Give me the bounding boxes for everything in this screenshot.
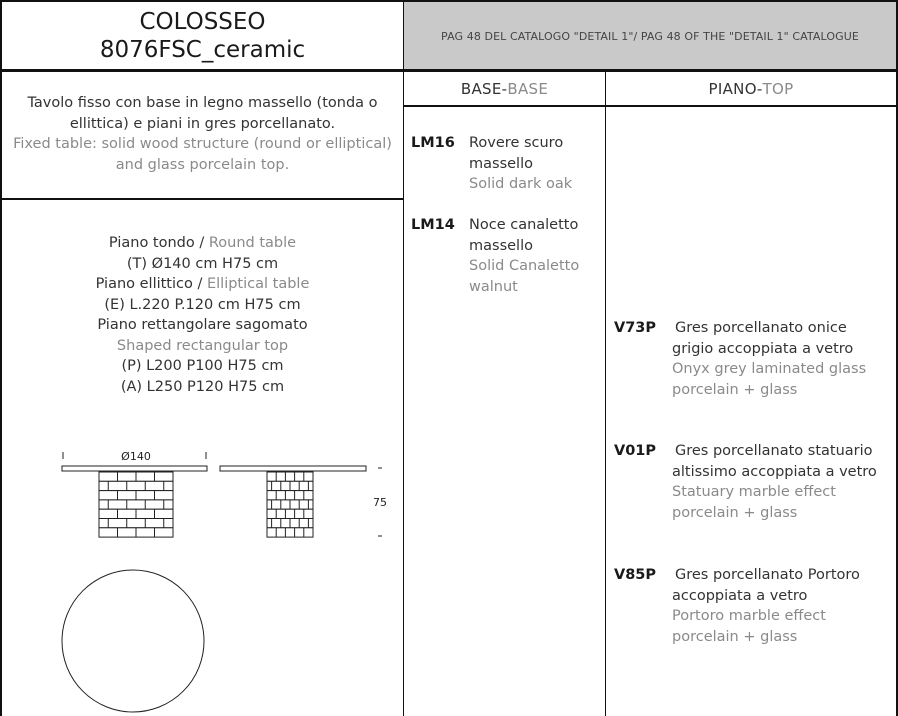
top-option-en-line: porcelain + glass <box>672 628 798 645</box>
top-header-en: TOP <box>762 80 794 98</box>
front-view-base <box>99 472 173 537</box>
top-option-code: V01P <box>614 443 657 459</box>
side-view-base <box>267 472 313 537</box>
top-option-it-line: Gres porcellanato statuario <box>675 443 873 459</box>
rect-size-a: (A) L250 P120 H75 cm <box>120 378 285 395</box>
rect-table-label-en: Shaped rectangular top <box>116 337 289 354</box>
grid-line <box>0 0 898 2</box>
grid-line <box>403 0 404 716</box>
base-option-it-line: Noce canaletto <box>469 217 579 233</box>
front-view-drawing <box>62 450 207 537</box>
top-option-it-line: accoppiata a vetro <box>672 587 808 604</box>
top-option-v73p <box>614 318 894 408</box>
top-column-header: PIANO - TOP <box>708 80 794 98</box>
base-column-header: BASE - BASE <box>460 80 549 98</box>
base-option-lm14 <box>411 215 601 305</box>
description-it-line-2: ellittica) e piani in gres porcellanato. <box>69 115 336 132</box>
description-en-line-2: and glass porcelain top. <box>115 156 290 173</box>
top-option-v85p <box>614 565 894 655</box>
top-option-it-line: grigio accoppiata a vetro <box>672 340 854 357</box>
rect-table-label-it: Piano rettangolare sagomato <box>97 317 308 333</box>
base-header-it: BASE <box>460 80 502 98</box>
top-option-code: V85P <box>614 567 657 583</box>
product-name: COLOSSEO <box>139 9 266 35</box>
grid-line <box>0 198 404 200</box>
base-option-code: LM16 <box>411 135 455 151</box>
grid-line <box>605 70 606 716</box>
plan-view-round-top <box>62 570 204 712</box>
top-option-code: V73P <box>614 320 657 336</box>
grid-line <box>404 105 898 107</box>
base-option-en-line: Solid Canaletto <box>469 258 580 274</box>
top-option-en-line: Onyx grey laminated glass <box>672 361 867 377</box>
diameter-label: Ø140 <box>121 450 151 463</box>
base-option-it-line: massello <box>469 237 533 254</box>
table-technical-drawing <box>40 440 400 715</box>
top-option-it-line: Gres porcellanato Portoro <box>675 567 860 583</box>
description-en-line-1: Fixed table: solid wood structure (round or elliptical) <box>13 136 392 152</box>
base-option-it-line: massello <box>469 155 533 172</box>
rect-size-p: (P) L200 P100 H75 cm <box>121 358 284 374</box>
height-label: 75 <box>373 496 387 509</box>
elliptical-table-label: Piano ellittico / Elliptical table <box>95 276 310 292</box>
dimensions-cell <box>2 200 403 397</box>
base-option-en-line: Solid dark oak <box>469 176 573 192</box>
round-table-size: (T) Ø140 cm H75 cm <box>126 255 279 272</box>
base-option-en-line: walnut <box>469 278 518 295</box>
base-option-it-line: Rovere scuro <box>469 135 564 151</box>
top-header-it: PIANO <box>708 80 757 98</box>
top-option-v01p <box>614 441 894 531</box>
top-option-it-line: altissimo accoppiata a vetro <box>672 463 877 480</box>
side-view-drawing <box>220 466 387 537</box>
top-option-en-line: Portoro marble effect <box>672 608 826 624</box>
catalog-reference-cell <box>404 2 896 70</box>
round-table-label: Piano tondo / Round table <box>108 235 297 251</box>
description-cell <box>2 72 403 199</box>
base-header-en: BASE <box>507 80 549 98</box>
grid-line <box>0 69 898 72</box>
top-option-en-line: porcelain + glass <box>672 381 798 398</box>
product-title-cell <box>2 2 403 70</box>
description-it-line-1: Tavolo fisso con base in legno massello (tonda o <box>27 95 378 111</box>
catalog-reference: PAG 48 DEL CATALOGO "DETAIL 1"/ PAG 48 OF THE "DETAIL 1" CATALOGUE <box>441 29 859 43</box>
elliptical-table-size: (E) L.220 P.120 cm H75 cm <box>104 296 301 313</box>
base-option-code: LM14 <box>411 217 455 233</box>
base-option-lm16 <box>411 133 601 203</box>
top-option-it-line: Gres porcellanato onice <box>675 320 847 336</box>
top-option-en-line: Statuary marble effect <box>672 484 836 500</box>
product-code: 8076FSC_ceramic <box>99 37 306 63</box>
top-option-en-line: porcelain + glass <box>672 504 798 521</box>
grid-line <box>0 0 2 716</box>
